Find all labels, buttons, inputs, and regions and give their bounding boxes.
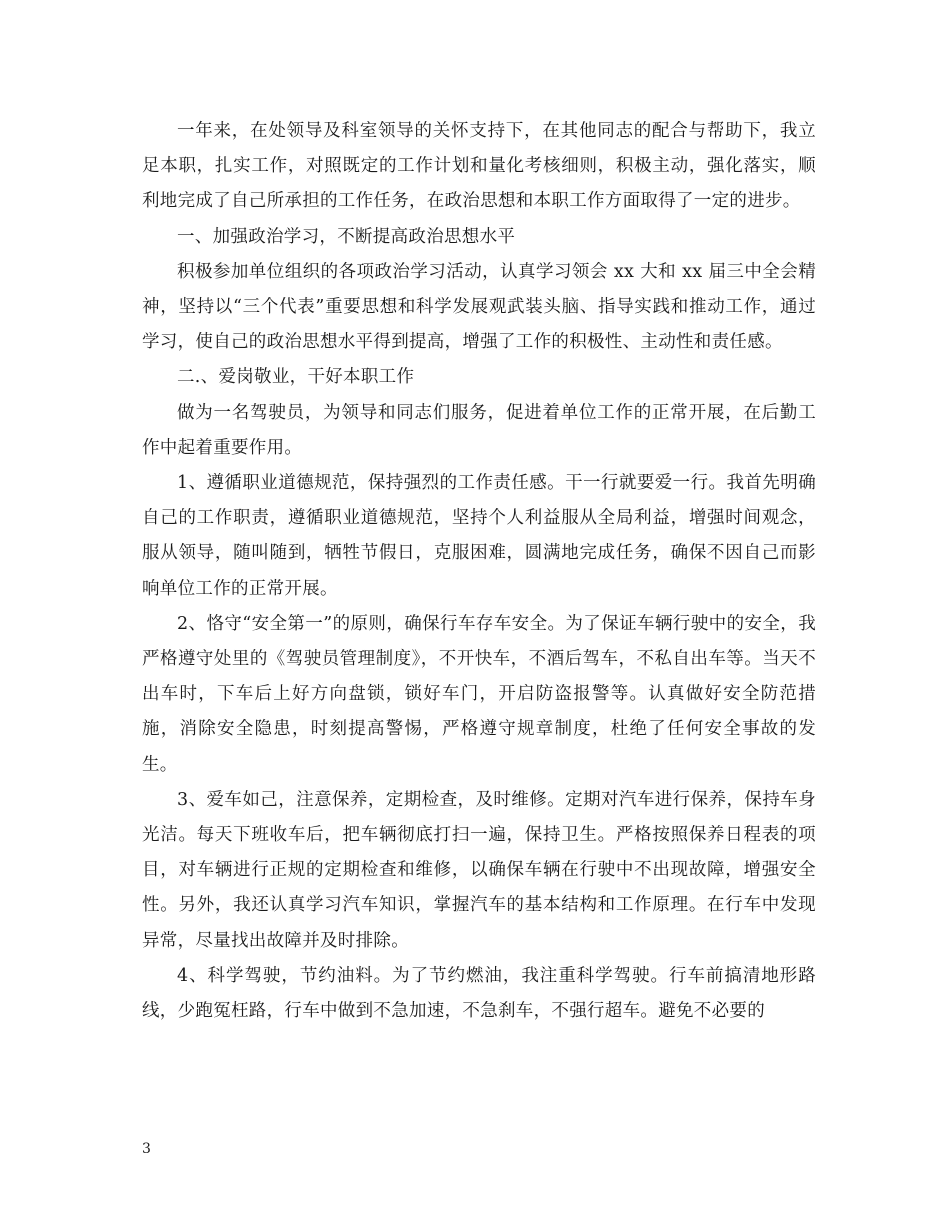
driver-role-paragraph: 做为一名驾驶员，为领导和同志们服务，促进着单位工作的正常开展，在后勤工作中起着重要作用。 bbox=[142, 402, 816, 458]
section-heading-political-study: 一、加强政治学习，不断提高政治思想水平 bbox=[177, 226, 516, 247]
political-study-paragraph: 积极参加单位组织的各项政治学习活动，认真学习领会 xx 大和 xx 届三中全会精神，坚持以“三个代表”重要思想和科学发展观武装头脑、指导实践和推动工作，通过学习，使自己的政治思想水平得到提高，增强了工作的积极性、主动性和责任感。 bbox=[142, 261, 816, 353]
item-2-paragraph: 2、恪守“安全第一”的原则，确保行车存车安全。为了保证车辆行驶中的安全，我严格遵守处里的《驾驶员管理制度》，不开快车，不酒后驾车，不私自出车等。当天不出车时，下车后上好方向盘锁，锁好车门，开启防盗报警等。认真做好安全防范措施，消除安全隐患，时刻提高警惕，严格遵守规章制度，杜绝了任何安全事故的发生。 bbox=[142, 613, 816, 775]
item-1-paragraph: 1、遵循职业道德规范，保持强烈的工作责任感。干一行就要爱一行。我首先明确自己的工作职责，遵循职业道德规范，坚持个人利益服从全局利益，增强时间观念，服从领导，随叫随到，牺牲节假日，克服困难，圆满地完成任务，确保不因自己而影响单位工作的正常开展。 bbox=[142, 473, 816, 599]
page-number: 3 bbox=[142, 1141, 151, 1157]
item-4-paragraph: 4、科学驾驶，节约油料。为了节约燃油，我注重科学驾驶。行车前搞清地形路线，少跑冤枉路，行车中做到不急加速，不急刹车，不强行超车。避免不必要的 bbox=[142, 965, 816, 1022]
section-heading-job-dedication: 二.、爱岗敬业，干好本职工作 bbox=[177, 367, 415, 388]
document-body bbox=[142, 114, 816, 1029]
item-3-paragraph: 3、爱车如己，注意保养，定期检查，及时维修。定期对汽车进行保养，保持车身光洁。每天下班收车后，把车辆彻底打扫一遍，保持卫生。严格按照保养日程表的项目，对车辆进行正规的定期检查和维修，以确保车辆在行驶中不出现故障，增强安全性。另外，我还认真学习汽车知识，掌握汽车的基本结构和工作原理。在行车中发现异常，尽量找出故障并及时排除。 bbox=[142, 789, 816, 951]
intro-paragraph: 一年来，在处领导及科室领导的关怀支持下，在其他同志的配合与帮助下，我立足本职，扎实工作，对照既定的工作计划和量化考核细则，积极主动，强化落实，顺利地完成了自己所承担的工作任务，在政治思想和本职工作方面取得了一定的进步。 bbox=[142, 121, 816, 212]
